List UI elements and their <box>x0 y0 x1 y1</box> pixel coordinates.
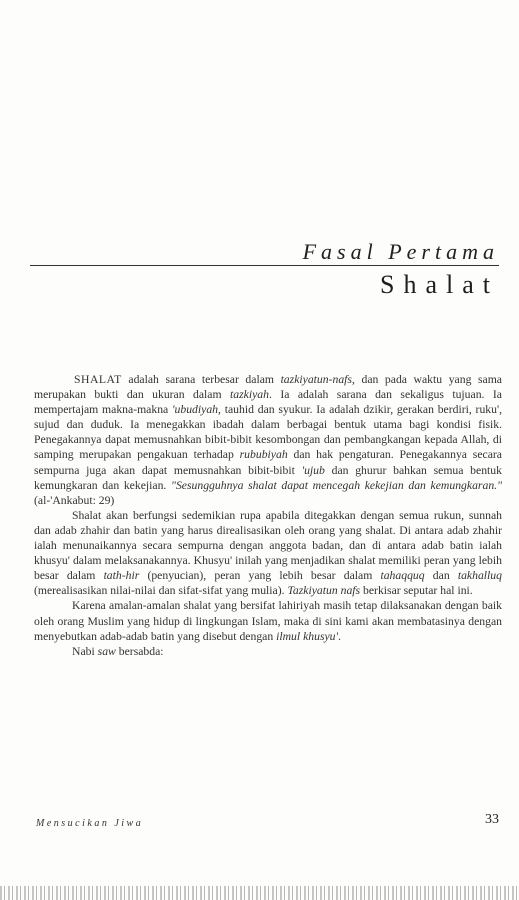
page-number: 33 <box>485 812 499 827</box>
body-text <box>34 372 502 659</box>
italic-term: "Sesungguhnya shalat dapat mencegah kekejian dan kemungkaran." <box>171 478 502 492</box>
italic-term: 'ubudiyah <box>172 403 219 417</box>
scan-edge <box>0 886 519 900</box>
italic-term: rububiyah <box>239 448 288 462</box>
chapter-label: Fasal Pertama <box>302 239 499 264</box>
italic-term: tahaqquq <box>380 569 425 583</box>
italic-term: Tazkiyatun nafs <box>287 584 361 598</box>
italic-term: tath-hir <box>103 569 140 583</box>
italic-term: 'ujub <box>301 463 325 477</box>
opening-word: SHALAT <box>74 373 122 386</box>
paragraph: SHALAT adalah sarana terbesar dalam tazkiyatun-nafs, dan pada waktu yang sama merupakan bukti dan ukuran dalam tazkiyah. Ia adalah sarana dan sekaligus tujuan. Ia mempertajam makna-makna 'ubudiyah, tauhid dan syukur. Ia adalah dzikir, gerakan berdiri, ruku', sujud dan duduk. Ia menegakkan ibadah dalam berbagai bentuk utama bagi kondisi fisik. Penegakannya dapat memusnahkan bibit-bibit kesombongan dan pembangkangan kepada Allah, di samping merupakan pengakuan terhadap rububiyah dan hak pengaturan. Penegakannya secara sempurna juga akan dapat memusnahkan bibit-bibit 'ujub dan ghurur bahkan semua bentuk kemungkaran dan kekejian. "Sesungguhnya shalat dapat mencegah kekejian dan kemungkaran." (al-'Ankabut: 29) <box>34 373 503 507</box>
italic-term: takhalluq <box>457 569 502 583</box>
italic-term: ilmul khusyu' <box>276 629 339 643</box>
chapter-divider <box>30 265 499 266</box>
book-title: Mensucikan Jiwa <box>36 818 144 829</box>
italic-term: saw <box>97 644 116 658</box>
italic-term: tazkiyatun-nafs <box>280 373 352 386</box>
paragraph: Nabi saw bersabda: <box>72 644 164 658</box>
paragraph: Shalat akan berfungsi sedemikian rupa apabila ditegakkan dengan semua rukun, sunnah dan adab zhahir dan batin yang harus direalisasikan oleh orang yang shalat. Di antara adab zhahir ialah menunaikannya secara sempurna dengan anggota badan, dan di antara adab batin ialah khusyu' dalam melaksanakannya. Khusyu' inilah yang menjadikan shalat memiliki peran yang lebih besar dalam tath-hir (penyucian), peran yang lebih besar dalam tahaqquq dan takhalluq (merealisasikan nilai-nilai dan sifat-sifat yang mulia). Tazkiyatun nafs berkisar seputar hal ini. <box>34 508 502 598</box>
chapter-title: Shalat <box>380 270 499 299</box>
italic-term: tazkiyah <box>230 388 269 402</box>
page-footer <box>36 812 499 836</box>
paragraph: Karena amalan-amalan shalat yang bersifat lahiriyah masih tetap dilaksanakan dengan baik oleh orang Muslim yang hidup di lingkungan Islam, maka di sini kami akan membatasinya dengan menyebutkan adab-adab batin yang disebut dengan ilmul khusyu'. <box>34 599 502 643</box>
